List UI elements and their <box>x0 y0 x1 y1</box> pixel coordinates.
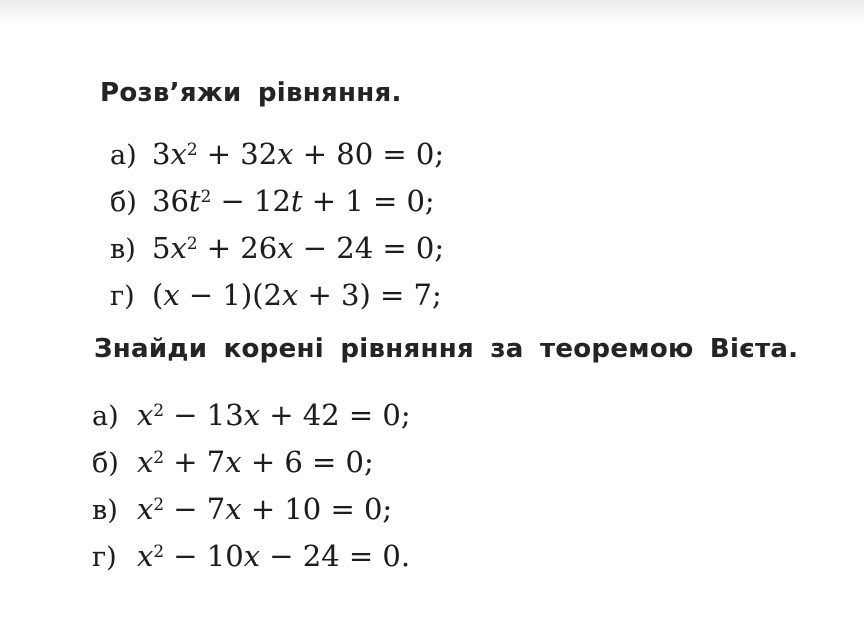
variable: x <box>225 492 242 526</box>
exponent: 2 <box>200 186 212 207</box>
equation-text <box>152 137 444 171</box>
item-label: г) <box>110 281 135 312</box>
section-1-heading: Розв’яжи рівняння. <box>100 78 402 108</box>
equation-segment: − 12 <box>211 184 291 218</box>
equation-row <box>110 225 444 272</box>
equation-segment: + 3) = 7; <box>298 278 442 312</box>
exponent: 2 <box>153 447 165 468</box>
section-2-heading: Знайди корені рівняння за теоремою Вієта. <box>94 334 799 364</box>
section-2-equations <box>92 392 411 580</box>
equation-segment: + 1 = 0; <box>302 184 435 218</box>
variable: x <box>137 398 154 432</box>
equation-segment: + 6 = 0; <box>241 445 374 479</box>
variable: x <box>243 539 261 573</box>
top-edge-shadow <box>0 0 864 26</box>
equation-text <box>152 231 444 265</box>
equation-row <box>92 486 411 533</box>
exponent: 2 <box>186 233 198 254</box>
equation-segment: + 26 <box>197 231 278 265</box>
equation-text <box>137 539 410 573</box>
equation-segment: − 10 <box>164 539 244 573</box>
equation-text <box>152 278 442 312</box>
equation-text <box>137 445 374 479</box>
variable: t <box>188 184 201 218</box>
item-label: а) <box>92 401 119 432</box>
equation-segment: + 42 = 0; <box>260 398 411 432</box>
equation-text <box>137 398 411 432</box>
variable: t <box>290 184 303 218</box>
equation-row <box>92 392 411 439</box>
variable: x <box>281 278 299 312</box>
equation-segment: − 7 <box>164 492 226 526</box>
variable: x <box>170 137 187 171</box>
variable: x <box>277 137 294 171</box>
equation-row <box>92 439 411 486</box>
exponent: 2 <box>153 400 165 421</box>
equation-segment: 36 <box>152 184 189 218</box>
equation-segment: + 10 = 0; <box>241 492 393 526</box>
variable: x <box>225 445 242 479</box>
equation-text <box>137 492 392 526</box>
equation-segment: + 32 <box>197 137 278 171</box>
item-label: в) <box>92 495 118 526</box>
equation-segment: ( <box>152 278 164 312</box>
equation-segment: 5 <box>152 231 171 265</box>
equation-segment: 3 <box>152 137 171 171</box>
equation-segment: + 7 <box>164 445 226 479</box>
variable: x <box>277 231 294 265</box>
exponent: 2 <box>186 139 198 160</box>
equation-segment: − 13 <box>164 398 244 432</box>
section-1-equations <box>110 131 444 319</box>
equation-segment: − 1)(2 <box>179 278 282 312</box>
item-label: а) <box>110 140 137 171</box>
item-label: г) <box>92 542 117 573</box>
item-label: б) <box>92 448 119 479</box>
equation-segment: − 24 = 0; <box>293 231 445 265</box>
variable: x <box>243 398 261 432</box>
variable: x <box>163 278 180 312</box>
variable: x <box>137 539 154 573</box>
equation-row <box>110 272 444 319</box>
item-label: б) <box>110 187 137 218</box>
equation-segment: + 80 = 0; <box>293 137 445 171</box>
equation-text <box>152 184 435 218</box>
variable: x <box>137 445 154 479</box>
equation-row <box>92 533 411 580</box>
equation-row <box>110 131 444 178</box>
equation-row <box>110 178 444 225</box>
equation-segment: − 24 = 0. <box>260 539 411 573</box>
variable: x <box>170 231 187 265</box>
item-label: в) <box>110 234 136 265</box>
exponent: 2 <box>153 494 165 515</box>
variable: x <box>137 492 154 526</box>
exponent: 2 <box>153 541 165 562</box>
